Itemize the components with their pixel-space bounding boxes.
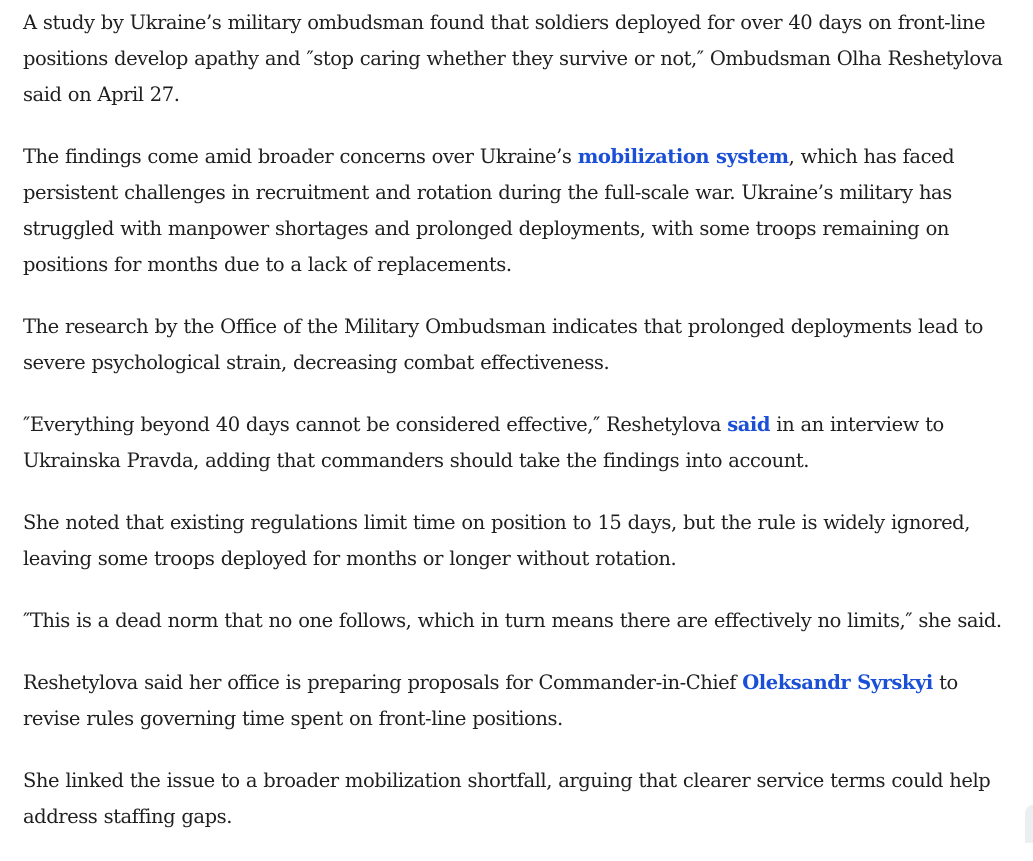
text-segment: The research by the Office of the Military Ombudsman indicates that prolonged deployments lead to severe psychological strain, decreasing combat effectiveness. xyxy=(23,315,983,374)
text-segment: ″Everything beyond 40 days cannot be considered effective,″ Reshetylova xyxy=(23,413,728,436)
oleksandr-syrskyi-link[interactable]: Oleksandr Syrskyi xyxy=(742,671,933,694)
paragraph-1 xyxy=(23,5,1013,113)
paragraph-4 xyxy=(23,407,1013,479)
paragraph-5 xyxy=(23,505,1013,577)
mobilization-system-link[interactable]: mobilization system xyxy=(577,145,789,168)
article-body xyxy=(23,5,1013,861)
paragraph-7 xyxy=(23,665,1013,737)
scrollbar-thumb[interactable] xyxy=(1025,805,1033,843)
text-segment: Reshetylova said her office is preparing proposals for Commander-in-Chief xyxy=(23,671,743,694)
paragraph-8 xyxy=(23,763,1013,835)
text-segment: She noted that existing regulations limit time on position to 15 days, but the rule is widely ignored, leaving some troops deployed for months or longer without rotation. xyxy=(23,511,970,570)
text-segment: to revise rules governing time spent on front-line positions. xyxy=(23,671,958,730)
paragraph-6 xyxy=(23,603,1013,639)
text-segment: She linked the issue to a broader mobilization shortfall, arguing that clearer service terms could help address staffing gaps. xyxy=(23,769,991,828)
text-segment: , which has faced persistent challenges in recruitment and rotation during the full-scale war. Ukraine’s military has struggled with manpower shortages and prolonged deployments, with some troops remaining on positions for months due to a lack of replacements. xyxy=(23,145,955,276)
text-segment: The findings come amid broader concerns over Ukraine’s xyxy=(23,145,578,168)
paragraph-2 xyxy=(23,139,1013,283)
said-link[interactable]: said xyxy=(727,413,771,436)
text-segment: ″This is a dead norm that no one follows, which in turn means there are effectively no limits,″ she said. xyxy=(23,609,1002,632)
text-segment: in an interview to Ukrainska Pravda, adding that commanders should take the findings into account. xyxy=(23,413,944,472)
text-segment: A study by Ukraine’s military ombudsman found that soldiers deployed for over 40 days on front-line positions develop apathy and ″stop caring whether they survive or not,″ Ombudsman Olha Reshetylova said on April 27. xyxy=(23,11,1003,106)
paragraph-3 xyxy=(23,309,1013,381)
